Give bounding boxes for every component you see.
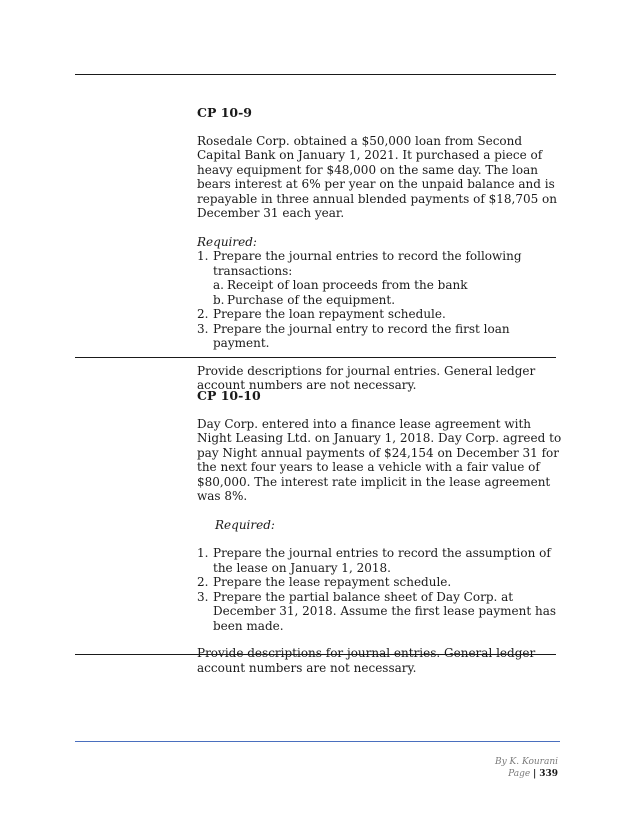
problem-cp-10-10 — [197, 389, 562, 675]
item-text: Prepare the journal entries to record the following transactions: — [213, 249, 522, 278]
item-text: Purchase of the equipment. — [227, 292, 396, 307]
list-item — [197, 590, 562, 634]
page-label: Page — [508, 769, 531, 779]
required-label: Required: — [197, 234, 257, 249]
item-number: a. — [213, 278, 224, 292]
item-text: Prepare the journal entries to record the assumption of the lease on January 1, 2018. — [213, 546, 551, 575]
section-divider — [75, 357, 556, 358]
problem-intro: Day Corp. entered into a finance lease agreement with Night Leasing Ltd. on January 1, 2018. Day Corp. agreed to pay Night annual payments of $24,154 on December 31 for the next four years to lease a vehicle with a fair value of $80,000. The interest rate implicit in the lease agreement was 8%. — [197, 416, 562, 503]
bottom-divider — [75, 654, 556, 655]
list-item — [197, 546, 562, 575]
item-text: Prepare the loan repayment schedule. — [213, 307, 446, 321]
page-number: 339 — [539, 769, 558, 779]
item-text: Prepare the lease repayment schedule. — [213, 575, 452, 589]
author-text: By K. Kourani — [494, 757, 558, 767]
footer-page — [508, 768, 558, 780]
item-text: Receipt of loan proceeds from the bank — [227, 278, 468, 292]
list-item — [197, 322, 562, 351]
page-separator: | — [533, 769, 537, 779]
list-item — [197, 575, 562, 590]
list-item — [197, 249, 562, 278]
problem-heading: CP 10-10 — [197, 388, 261, 403]
required-label: Required: — [215, 517, 275, 532]
item-text: Prepare the journal entry to record the first loan payment. — [213, 321, 510, 350]
item-text: Prepare the partial balance sheet of Day Corp. at December 31, 2018. Assume the first lease payment has been made. — [213, 589, 557, 633]
item-number: 1. — [197, 546, 209, 560]
list-item — [197, 293, 562, 308]
list-item — [197, 307, 562, 322]
top-divider — [75, 74, 556, 75]
item-number: 2. — [197, 575, 209, 589]
footer-author — [495, 756, 558, 768]
item-number: 3. — [197, 589, 209, 604]
problem-heading: CP 10-9 — [197, 105, 252, 120]
item-number: b. — [213, 292, 225, 307]
item-number: 1. — [197, 249, 209, 263]
item-number: 3. — [197, 321, 209, 336]
problem-intro: Rosedale Corp. obtained a $50,000 loan from Second Capital Bank on January 1, 2021. It purchased a piece of heavy equipment for $48,000 on the same day. The loan bears interest at 6% per year on the unpaid balance and is repayable in three annual blended payments of $18,705 on December 31 each year. — [197, 133, 557, 220]
list-item — [197, 278, 562, 293]
problem-note: Provide descriptions for journal entries. General ledger account numbers are not necessary. — [197, 646, 536, 675]
footer-divider — [75, 741, 560, 742]
problem-note: Provide descriptions for journal entries. General ledger account numbers are not necessary. — [197, 363, 536, 392]
problem-cp-10-9 — [197, 106, 562, 393]
item-number: 2. — [197, 307, 209, 321]
